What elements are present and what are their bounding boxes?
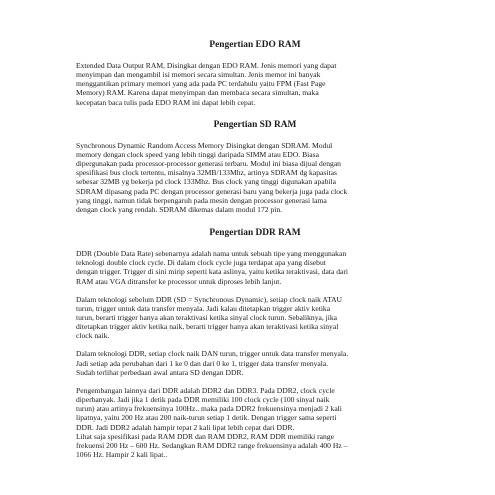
ddr-ram-paragraph-1: DDR (Double Data Rate) sebenarnya adalah nama untuk sebuah tipe yang menggunakan teknologi double clock cycle. Di dalam clock cycle juga terdapat apa yang disebut dengan trigger. Trigger di sini mirip seperti kata aslinya, yaitu ketika teraktivasi, data dari RAM atau VGA ditransfer ke processor untuk diproses lebih lanjut.	[76, 249, 349, 286]
ddr-ram-paragraph-3: Dalam teknologi DDR, setiap clock naik DAN turun, trigger untuk data transfer menyala. Jadi setiap ada perubahan dari 1 ke 0 dan dari 0 ke 1, trigger data transfer menyala. Sudah terlihat perbedaan awal antara SD dengan DDR.	[76, 349, 349, 377]
sd-ram-paragraph: Synchronous Dynamic Random Access Memory Disingkat dengan SDRAM. Modul memory dengan clock speed yang lebih tinggi daripada SIMM atau EDO. Biasa dipergunakan pada processor-processor generasi terbaru. Modul ini biasa dijual dengan spesifikasi bus clock tertentu, misalnya 32MB/133Mhz, artinya SDRAM dg kapasitas sebesar 32MB yg bekerja pd clock 133Mhz. Bus clock yang tinggi digunakan apabila SDRAM dipasang pada PC dengan processor generasi baru yang bekerja juga pada clock yang tinggi, namun tidak berpengaruh pada mesin dengan processor generasi lama dengan clock yang rendah. SDRAM dikemas dalam modul 172 pin.	[76, 140, 348, 214]
section-edo-ram	[76, 40, 434, 107]
ddr-ram-paragraph-4: Pengembangan lainnya dari DDR adalah DDR2 dan DDR3. Pada DDR2, clock cycle diperbanyak. Jadi jika 1 detik pada DDR memiliki 100 clock cycle (100 sinyal naik turun) atau artinya frekuensinya 100Hz.. maka pada DDR2 frekuensinya menjadi 2 kali lipatnya, yaitu 200 Hz atau 200 naik-turun setiap 1 detik. Dengan trigger sama seperti DDR. Jadi DDR2 adalah hampir tepat 2 kali lipat lebih cepat dari DDR. Lihat saja spesifikasi pada RAM DDR dan RAM DDR2, RAM DDR memiliki range frekuensi 200 Hz – 600 Hz. Sedangkan RAM DDR2 range frekuensinya adalah 400 Hz – 1066 Hz. Hampir 2 kali lipat..	[76, 385, 348, 459]
section-title-sd-ram: Pengertian SD RAM	[213, 119, 297, 130]
edo-ram-paragraph: Extended Data Output RAM, Disingkat dengan EDO RAM. Jenis memori yang dapat menyimpan dan mengambil isi memori secara simultan. Jenis memor ini banyak menggantikan primary memori yang ada pada PC terdahulu yaitu FPM (Fast Page Memory) RAM. Karena dapat menyimpan dan membaca secara simultan, maka kecepatan baca tulis pada EDO RAM ini dapat lebih cepat.	[76, 61, 337, 107]
section-sd-ram	[76, 120, 434, 214]
ddr-ram-paragraph-2: Dalam teknologi sebelum DDR (SD = Synchronous Dynamic), setiap clock naik ATAU turun, trigger untuk data transfer menyala. Jadi kalau ditetapkan trigger aktiv ketika turun, berarti trigger hanya akan teraktivasi ketika sinyal clock turun. Sebaliknya, jika ditetapkan trigger aktiv ketika naik, berarti trigger hanya akan teraktivasi ketika sinyal clock naik.	[76, 294, 343, 341]
document-page	[76, 40, 434, 459]
section-title-ddr-ram: Pengertian DDR RAM	[209, 228, 301, 239]
section-title-edo-ram: Pengertian EDO RAM	[209, 40, 301, 50]
section-ddr-ram	[76, 228, 434, 459]
